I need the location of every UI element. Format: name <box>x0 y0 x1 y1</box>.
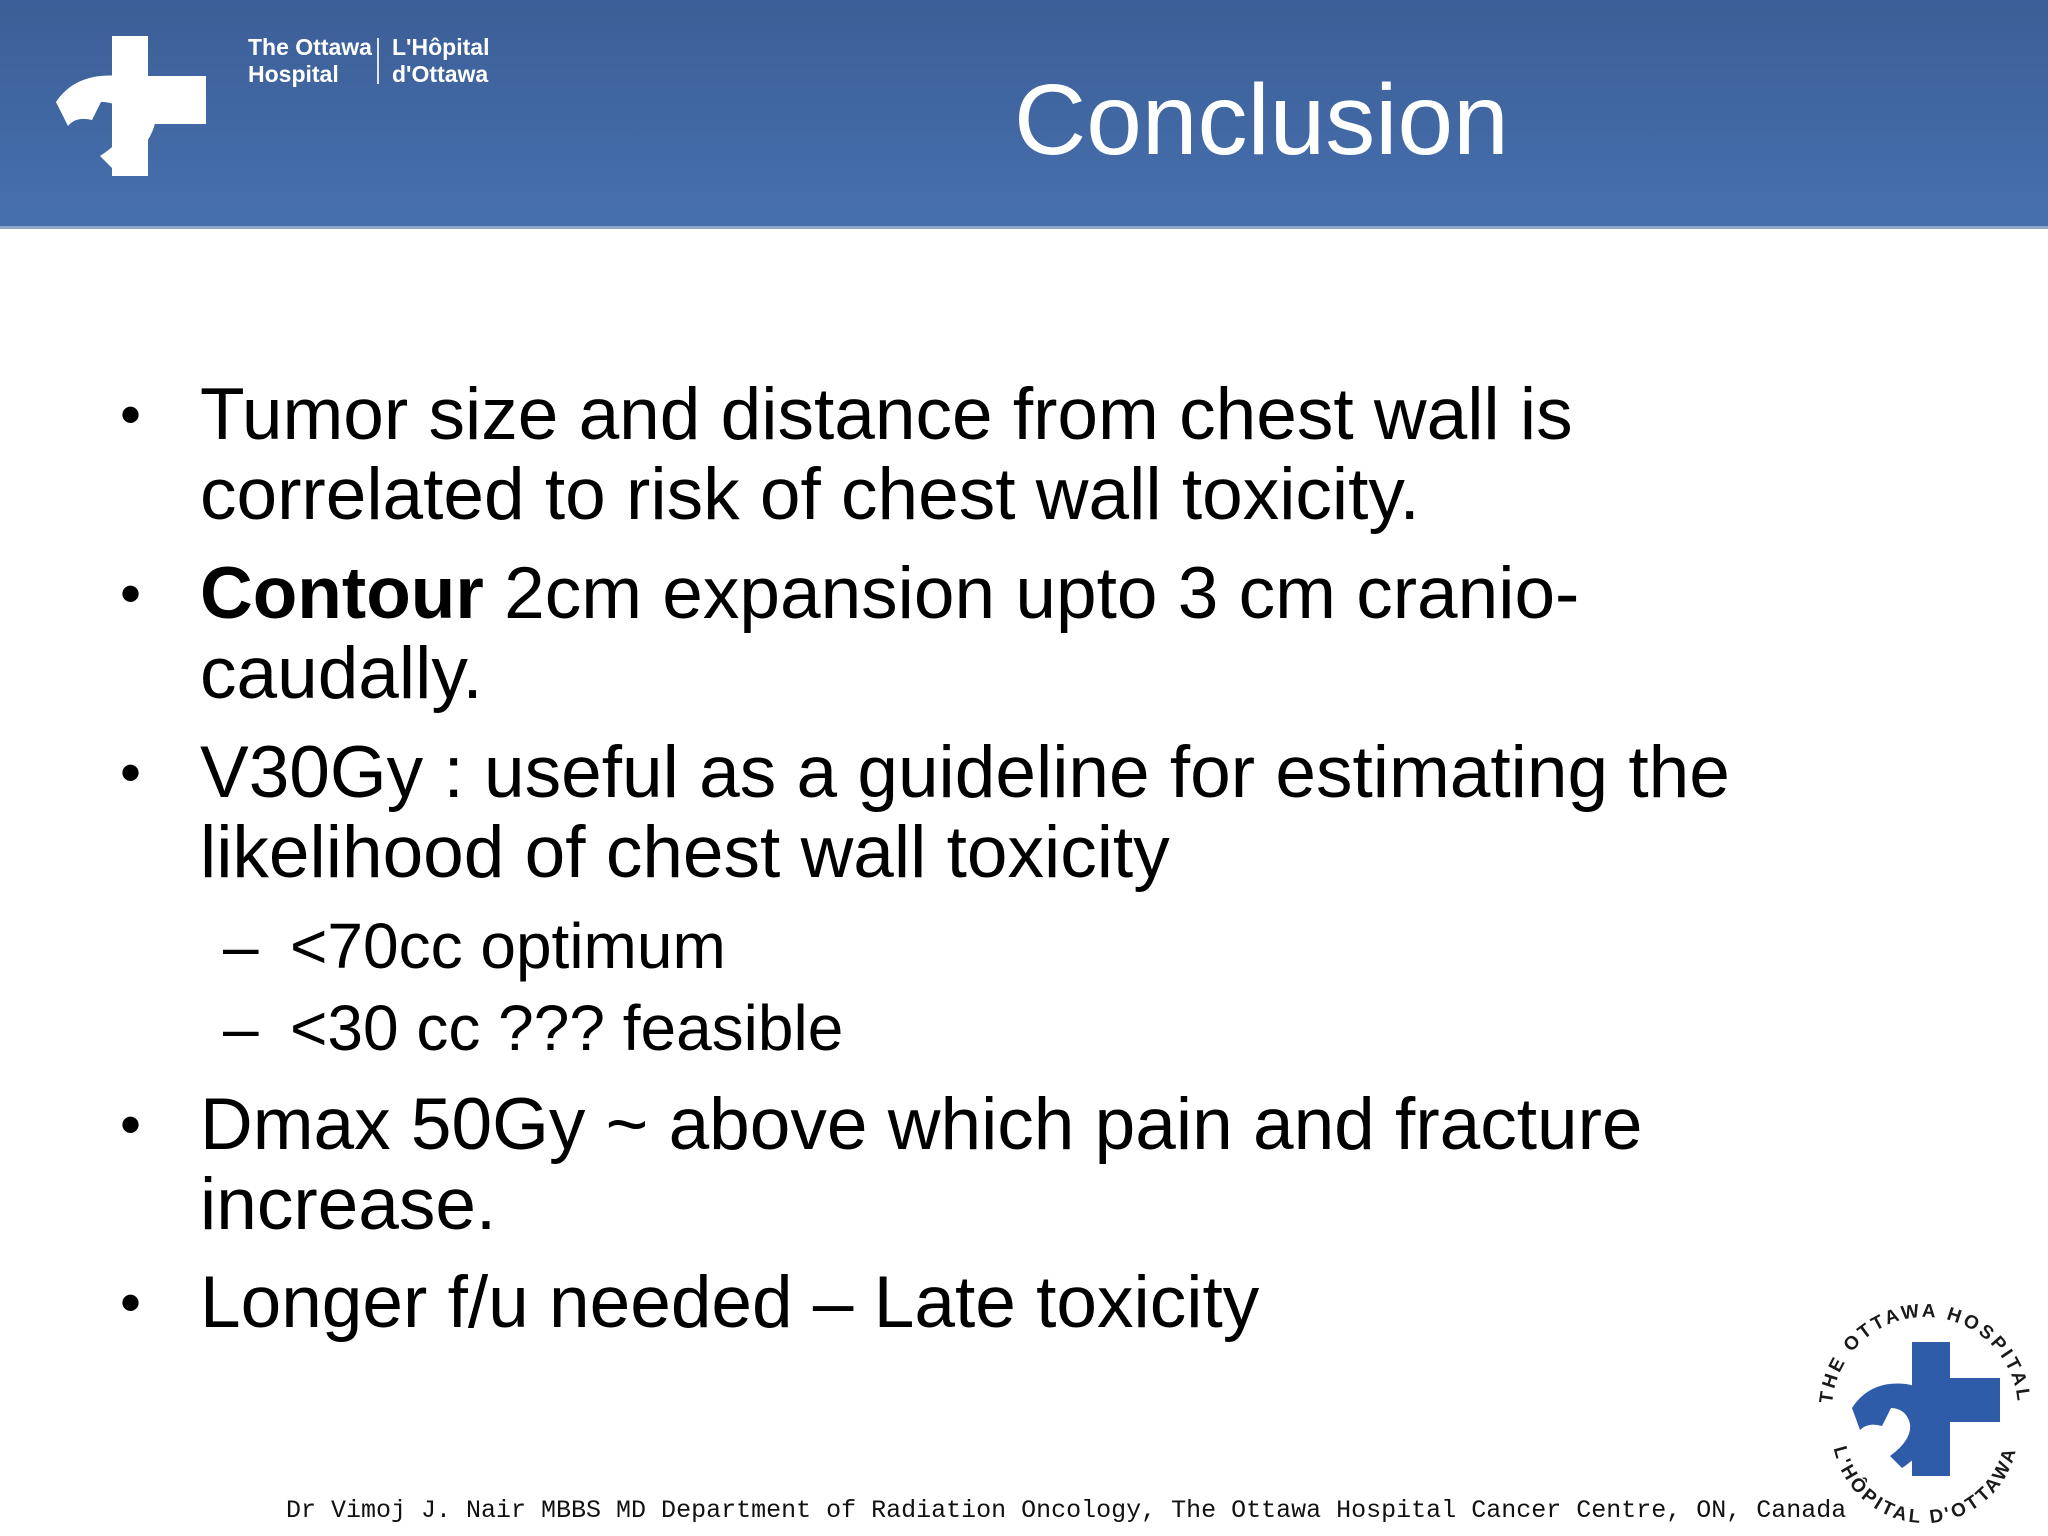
bullet-1-line2: correlated to risk of chest wall toxicity. <box>200 454 1420 535</box>
bullet-5-line1: Longer f/u needed – Late toxicity <box>200 1262 1260 1343</box>
brand-fr-line1: L'Hôpital <box>392 34 490 60</box>
sub-item-2 <box>223 990 1890 1066</box>
bullet-4-line1: Dmax 50Gy ~ above which pain and fracture <box>200 1084 1643 1165</box>
brand-en-line2: Hospital <box>248 61 339 87</box>
brand-fr-line2: d'Ottawa <box>392 61 489 87</box>
bullet-3-line2: likelihood of chest wall toxicity <box>200 812 1170 893</box>
bullet-marker: • <box>120 381 142 448</box>
seal-bottom-text: L'HÔPITAL D'OTTAWA <box>1828 1443 2022 1529</box>
brand-name-english <box>248 34 372 88</box>
bullet-marker: • <box>120 739 142 806</box>
bullet-2-bold-term: Contour <box>200 553 484 634</box>
brand-divider <box>377 38 379 84</box>
bullet-2-line1 <box>200 554 1900 634</box>
bullet-2-line2: caudally. <box>200 633 483 714</box>
brand-name-french <box>392 34 489 88</box>
ottawa-hospital-logo-icon <box>56 36 208 176</box>
bullet-2-line1-rest: 2cm expansion upto 3 cm cranio- <box>483 553 1580 634</box>
sub-item-1-text: <70cc optimum <box>290 910 726 982</box>
bullet-item-4 <box>120 1084 1900 1245</box>
sub-marker: – <box>223 992 259 1064</box>
header-divider <box>0 226 2048 229</box>
sub-item-1 <box>223 908 1890 984</box>
header-band <box>0 0 2048 226</box>
bullet-item-2 <box>120 553 1900 714</box>
bullet-marker: • <box>120 1091 142 1158</box>
brand-en-line1: The Ottawa <box>248 34 372 60</box>
seal-top-text: THE OTTAWA HOSPITAL <box>1816 1300 2034 1405</box>
bullet-marker: • <box>120 1269 142 1336</box>
slide-title: Conclusion <box>1014 64 1509 176</box>
bullet-1-line1: Tumor size and distance from chest wall is <box>200 374 1573 455</box>
sub-item-2-text: <30 cc ??? feasible <box>290 992 844 1064</box>
bullet-3-line1: V30Gy : useful as a guideline for estimating the <box>200 732 1730 813</box>
bullet-4-line2: increase. <box>200 1164 497 1245</box>
bullet-item-3 <box>120 732 1900 893</box>
bullet-item-1 <box>120 374 1900 535</box>
footer-credit: Dr Vimoj J. Nair MBBS MD Department of Radiation Oncology, The Ottawa Hospital Cancer Centre, ON, Canada <box>286 1496 1847 1525</box>
ottawa-hospital-seal-icon <box>1810 1280 2040 1530</box>
bullet-item-5 <box>120 1262 1900 1343</box>
sub-marker: – <box>223 910 259 982</box>
bullet-marker: • <box>120 560 142 627</box>
